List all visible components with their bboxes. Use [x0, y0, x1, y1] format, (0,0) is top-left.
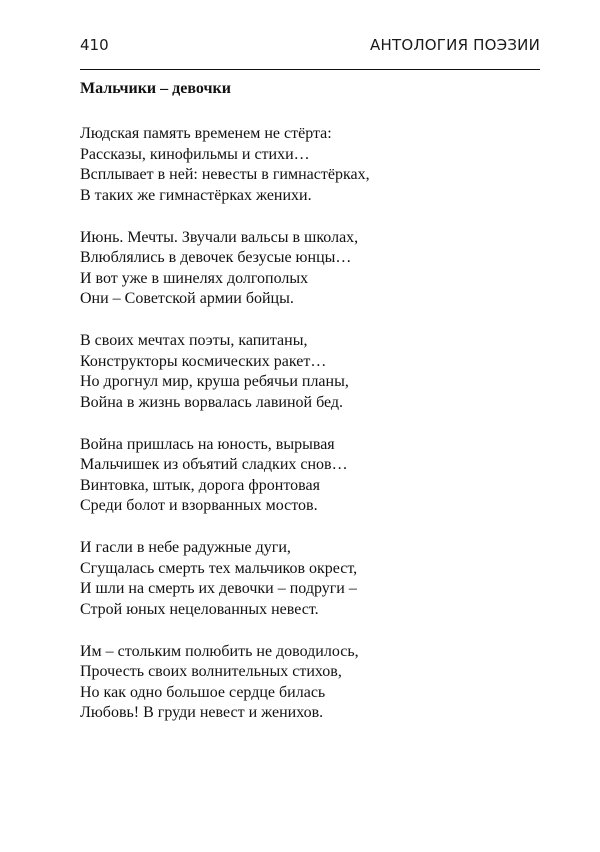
poem-line: Винтовка, штык, дорога фронтовая [80, 476, 320, 494]
poem-line: Рассказы, кинофильмы и стихи… [80, 145, 310, 163]
poem-line: Они – Советской армии бойцы. [80, 290, 294, 307]
poem-title: Мальчики – девочки [80, 80, 231, 97]
stanza [80, 124, 370, 206]
poem-line: Влюблялись в девочек безусые юнцы… [80, 249, 352, 266]
stanza [80, 642, 370, 724]
page-header [80, 36, 540, 60]
poem-line: И вот уже в шинелях долгополых [80, 269, 309, 287]
poem-line: Среди болот и взорванных мостов. [80, 497, 318, 514]
poem-line: И шли на смерть их девочки – подруги – [80, 580, 357, 597]
poem-line: Война в жизнь ворвалась лавиной бед. [80, 393, 344, 411]
poem-line: Строй юных нецелованных невест. [80, 600, 319, 618]
stanza [80, 331, 370, 413]
stanza [80, 435, 370, 517]
poem-line: Всплывает в ней: невесты в гимнастёрках, [80, 166, 370, 183]
poem-line: Им – стольким полюбить не доводилось, [80, 642, 359, 660]
poem-line: В своих мечтах поэты, капитаны, [80, 332, 308, 349]
poem-line: Любовь! В груди невест и женихов. [80, 704, 324, 721]
poem-line: Но как одно большое сердце билась [80, 683, 326, 701]
poem-line: Прочесть своих волнительных стихов, [80, 663, 342, 680]
poem-line: В таких же гимнастёрках женихи. [80, 186, 312, 204]
stanza [80, 538, 370, 620]
running-title: АНТОЛОГИЯ ПОЭЗИИ [370, 36, 540, 54]
poem-line: Сгущалась смерть тех мальчиков окрест, [80, 559, 358, 577]
poem-line: Конструкторы космических ракет… [80, 352, 327, 370]
poem-line: Людская память временем не стёрта: [80, 125, 332, 142]
poem-line: Война пришлась на юность, вырывая [80, 435, 335, 453]
poem-body [80, 124, 370, 745]
page-number: 410 [80, 36, 109, 54]
poem-line: Мальчишек из объятий сладких снов… [80, 456, 348, 473]
stanza [80, 228, 370, 310]
poem-line: Но дрогнул мир, круша ребячьи планы, [80, 373, 349, 390]
poem-line: Июнь. Мечты. Звучали вальсы в школах, [80, 228, 359, 246]
header-rule [80, 69, 540, 70]
poem-line: И гасли в небе радужные дуги, [80, 539, 291, 556]
